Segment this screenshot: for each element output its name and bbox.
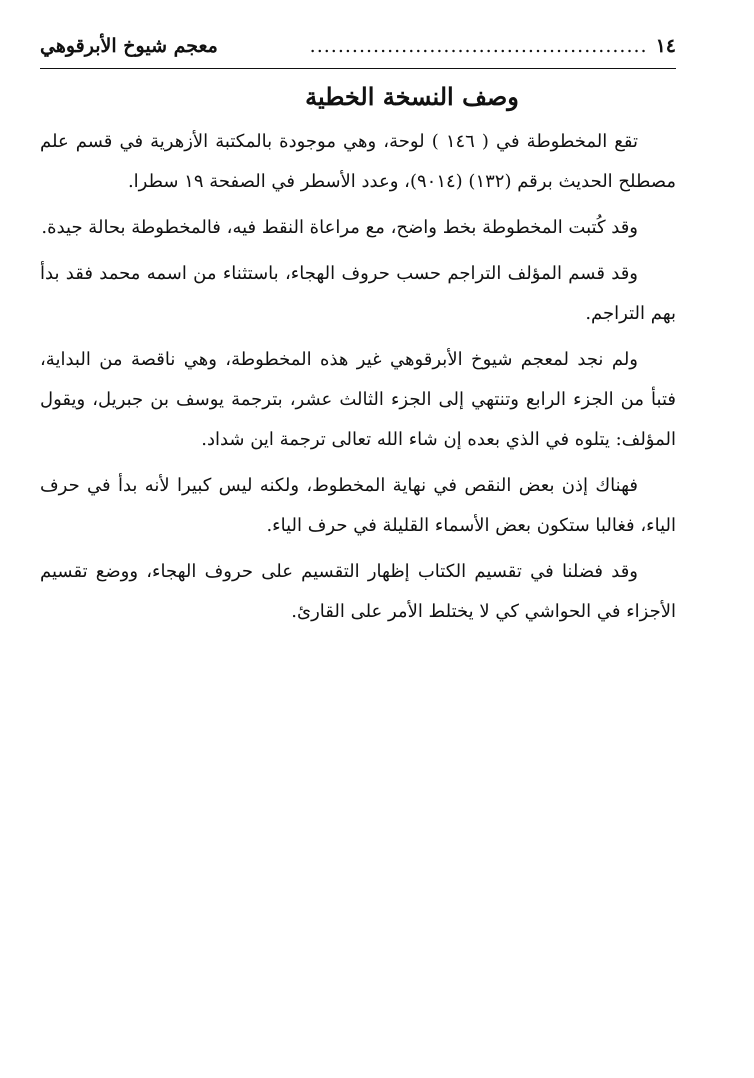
leader-dots: ................................................ <box>309 36 648 56</box>
paragraph-6: وقد فضلنا في تقسيم الكتاب إظهار التقسيم على حروف الهجاء، ووضع تقسيم الأجزاء في الحواشي كي لا يختلط الأمر على القارئ. <box>40 561 676 622</box>
body-text <box>40 122 676 638</box>
paragraph-1: تقع المخطوطة في ( ١٤٦ ) لوحة، وهي موجودة بالمكتبة الأزهرية في قسم علم مصطلح الحديث برقم (١٣٢) (٩٠١٤)، وعدد الأسطر في الصفحة ١٩ سطرا. <box>40 131 676 192</box>
section-heading-container <box>0 80 754 114</box>
paragraph-4: ولم نجد لمعجم شيوخ الأبرقوهي غير هذه المخطوطة، وهي ناقصة من البداية، فتبأ من الجزء الرابع وتنتهي إلى الجزء الثالث عشر، بترجمة يوسف بن جبريل، ويقول المؤلف: يتلوه في الذي بعده إن شاء الله تعالى ترجمة اين شداد. <box>40 349 676 450</box>
running-title: معجم شيوخ الأبرقوهي <box>40 35 218 57</box>
page-number: ١٤ <box>655 35 676 57</box>
paragraph-5: فهناك إذن بعض النقص في نهاية المخطوط، ولكنه ليس كبيرا لأنه بدأ في حرف الياء، فغالبا ستكون بعض الأسماء القليلة في حرف الياء. <box>40 475 676 536</box>
section-heading: وصف النسخة الخطية <box>305 82 519 111</box>
paragraph-2: وقد كُتبت المخطوطة بخط واضح، مع مراعاة النقط فيه، فالمخطوطة بحالة جيدة. <box>41 217 638 238</box>
page-header <box>40 24 676 69</box>
paragraph-3: وقد قسم المؤلف التراجم حسب حروف الهجاء، باستثناء من اسمه محمد فقد بدأ بهم التراجم. <box>40 263 676 324</box>
